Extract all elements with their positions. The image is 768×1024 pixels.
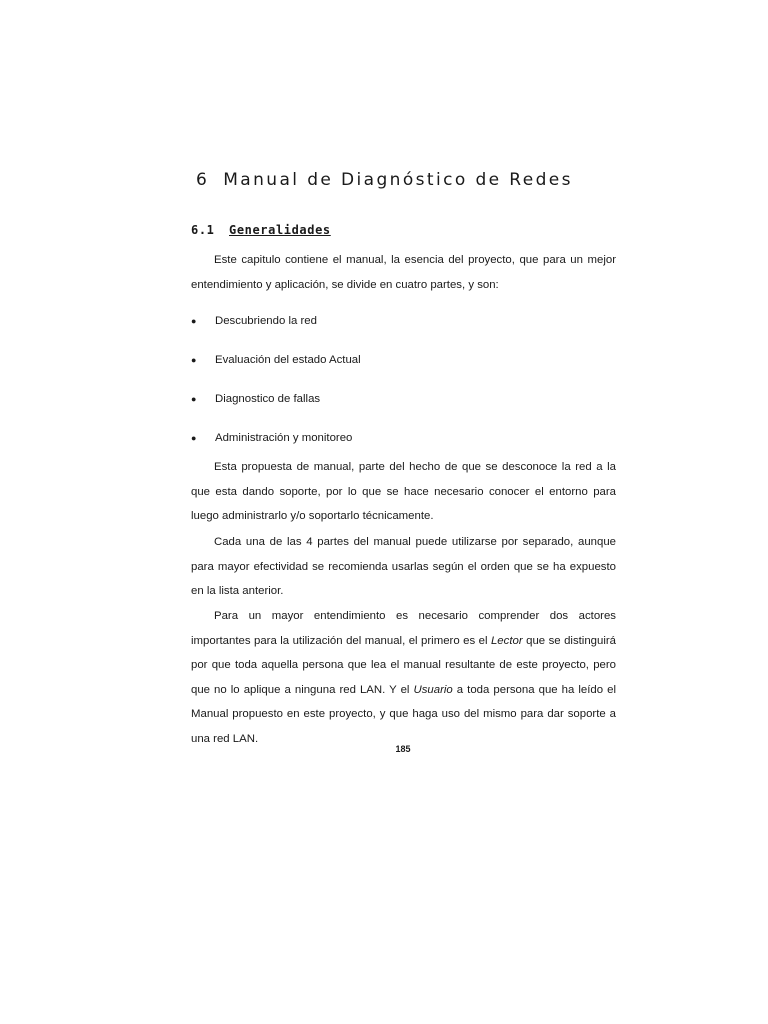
bullet-icon: ● — [191, 316, 197, 326]
paragraph-actores-part1: Para un mayor entendimiento es necesario comprender dos actores importantes para la utilización del manual, el primero es el — [191, 610, 616, 647]
bullet-icon: ● — [191, 355, 197, 365]
paragraph-actores — [191, 604, 616, 751]
bullet-icon: ● — [191, 433, 197, 443]
bullet-icon: ● — [191, 394, 197, 404]
chapter-title — [196, 170, 573, 190]
list-item-text: Administración y monitoreo — [215, 432, 353, 444]
section-number: 6.1 — [191, 223, 215, 237]
section-heading — [191, 223, 331, 237]
paragraph-actores-part2: que se distinguirá por que toda aquella persona que lea el manual resultante de este proyecto, pero que no lo aplique a ninguna red LAN. Y el — [191, 634, 616, 696]
section-title: Generalidades — [229, 223, 331, 237]
list-item-text: Evaluación del estado Actual — [215, 354, 361, 366]
term-usuario: Usuario — [413, 683, 453, 696]
intro-paragraph: Este capitulo contiene el manual, la esencia del proyecto, que para un mejor entendimiento y aplicación, se divide en cuatro partes, y son: — [191, 254, 616, 291]
list-item-text: Diagnostico de fallas — [215, 393, 321, 405]
term-lector: Lector — [490, 634, 523, 647]
paragraph-propuesta: Esta propuesta de manual, parte del hecho de que se desconoce la red a la que esta dando soporte, por lo que se hace necesario conocer el entorno para luego administrarlo y/o soportarlo técnicamente. — [191, 461, 616, 522]
page-number: 185 — [395, 744, 411, 754]
chapter-number: 6 — [196, 170, 210, 190]
paragraph-partes: Cada una de las 4 partes del manual puede utilizarse por separado, aunque para mayor efectividad se recomienda usarlas según el orden que se ha expuesto en la lista anterior. — [191, 536, 616, 597]
list-item-text: Descubriendo la red — [215, 315, 317, 327]
chapter-title-text: Manual de Diagnóstico de Redes — [223, 170, 573, 190]
paragraph-actores-part3: a toda persona que ha leído el Manual propuesto en este proyecto, y que haga uso del mismo para dar soporte a una red LAN. — [191, 683, 617, 745]
